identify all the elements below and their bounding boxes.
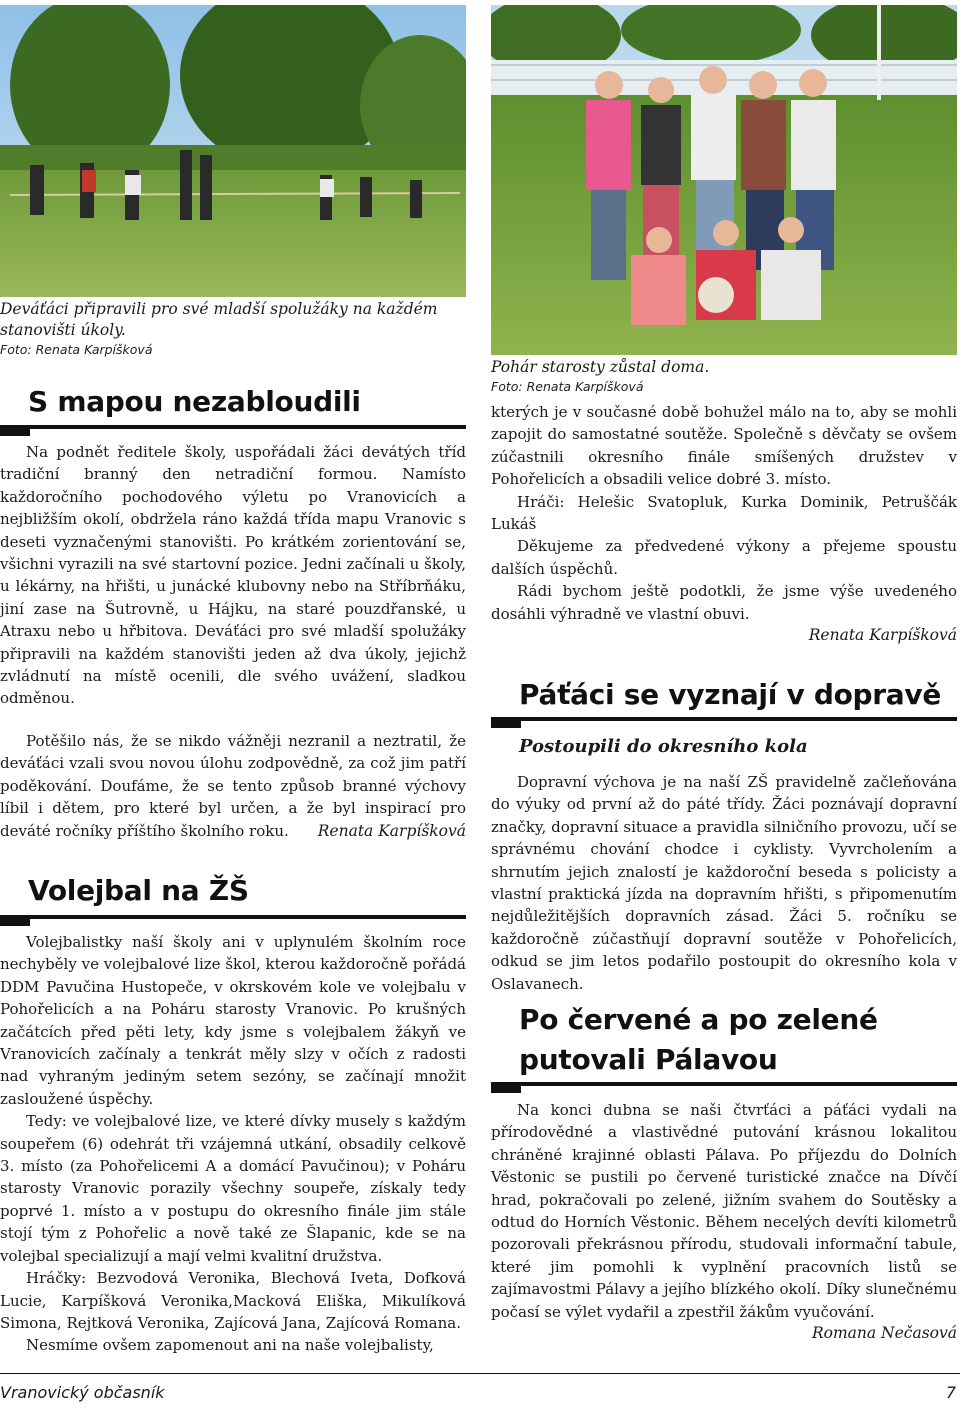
title-rule bbox=[0, 425, 466, 429]
title-rule bbox=[491, 1082, 957, 1086]
title-rule bbox=[0, 915, 466, 919]
caption-text: Deváťáci připravili pro své mladší spolužáky na každém stanovišti úkoly. bbox=[0, 300, 438, 339]
caption-text: Pohár starosty zůstal doma. bbox=[491, 358, 710, 376]
tug-of-war-photo bbox=[0, 5, 466, 297]
title-line: putovali Pálavou bbox=[519, 1043, 778, 1076]
author-signature: Renata Karpíšková bbox=[317, 822, 466, 840]
paragraph: Děkujeme za předvedené výkony a přejeme spoustu dalších úspěchů. bbox=[491, 537, 957, 578]
paragraph: Potěšilo nás, že se nikdo vážněji nezranil a neztratil, že deváťáci vzali svou novou úlohu zodpovědně, za což jim patří poděkování. Doufáme, že se tento způsob branné výchovy líbil i dětem, pro které byl určen, a že byl inspirací pro deváté ročníky příštího školního roku. bbox=[0, 731, 466, 840]
photo-credit: Foto: Renata Karpíšková bbox=[0, 342, 153, 357]
paragraph: Nesmíme ovšem zapomenout ani na naše volejbalisty, bbox=[26, 1336, 434, 1355]
photo-caption-right bbox=[491, 357, 957, 396]
title-line: Po červené a po zelené bbox=[519, 1003, 878, 1036]
article-title-palava bbox=[519, 1000, 878, 1080]
photo-credit: Foto: Renata Karpíšková bbox=[491, 379, 644, 394]
paragraph: Hráčky: Bezvodová Veronika, Blechová Iveta, Dofková Lucie, Karpíšková Veronika,Macková Eliška, Mikulíková Simona, Rejtková Veronika, Zajícová Jana, Zajícová Romana. bbox=[0, 1269, 466, 1332]
article-body-volleyball bbox=[0, 931, 466, 1357]
article-title-map: S mapou nezabloudili bbox=[28, 385, 361, 418]
article-body-traffic bbox=[491, 771, 957, 995]
paragraph: Hráči: Helešic Svatopluk, Kurka Dominik, Petruščák Lukáš bbox=[491, 492, 957, 534]
article-body-map bbox=[0, 441, 466, 842]
paragraph: Na konci dubna se naši čtvrťáci a páťáci vydali na přírodovědné a vlastivědné putování krásnou lokalitou chráněné krajinné oblasti Pálava. Po příjezdu do Dolních Věstonic se pustili po červené turistické značce na Dívčí hrad, pokračovali po zelené, jižním svahem do Soutěsky a odtud do Horních Věstonic. Během necelých devíti kilometrů pozorovali překrásnou přírodu, studovali informační tabule, které jim pomohli k vyplnění pracovních listů se zajímavostmi Pálavy a jejího blízkého okolí. Díky slunečnému počasí se výlet vydařil a zpestřil žákům vyučování. bbox=[491, 1101, 957, 1321]
paragraph: Dopravní výchova je na naší ZŠ pravidelně začleňována do výuky od první až do páté třídy. Žáci poznávají dopravní značky, dopravní situace a pravidla silničního provozu, učí se správnému chování chodce i cyklisty. Vyvrcholením a shrnutím jejich znalostí je každoroční beseda s policisty a vlastní praktická jízda na dopravním hřišti, s připomenutím nejdůležitějších dopravních zásad. Žáci 5. ročníku se každoročně zúčastňují dopravní soutěže v Pohořelicích, odkud se jim letos podařilo postoupit do okresního kola v Oslavanech. bbox=[491, 773, 957, 993]
article-title-traffic: Páťáci se vyznají v dopravě bbox=[519, 678, 942, 711]
paragraph: Rádi bychom ještě podotkli, že jsme výše uvedeného dosáhli výhradně ve vlastní obuvi. bbox=[491, 582, 957, 623]
article-subtitle: Postoupili do okresního kola bbox=[519, 736, 808, 757]
footer-publication: Vranovický občasník bbox=[0, 1383, 165, 1402]
paragraph: Na podnět ředitele školy, uspořádali žáci devátých tříd tradiční branný den netradiční formou. Namísto každoročního pochodového výletu po Vranovicích a nejbližším okolí, obdržela ráno každá třída mapu Vranovic s deseti vyznačenými stanovišti. Po krátkém zorientování se, všichni vyrazili na své startovní pozice. Jedni začínali u školy, u lékárny, na hřišti, u junácké klubovny nebo na Stříbrňáku, jiní zase na Šutrovně, u Hájku, na staré pouzdřanské, u Atraxu nebo u hřbitova. Deváťáci pro své mladší spolužáky připravili na každém stanovišti jeden až dva úkoly, jejichž zvládnutí na místě ocenili, dle svého uvážení, sladkou odměnou. bbox=[0, 443, 466, 708]
title-rule bbox=[491, 717, 957, 721]
footer-page-number: 7 bbox=[945, 1383, 956, 1402]
footer-rule bbox=[0, 1373, 960, 1374]
article-body-palava bbox=[491, 1099, 957, 1323]
team-photo bbox=[491, 5, 957, 355]
author-signature: Renata Karpíšková bbox=[808, 626, 957, 644]
paragraph: kterých je v současné době bohužel málo na to, aby se mohli zapojit do samostatné soutěže. Společně s děvčaty se ovšem zúčastnili okresního finále smíšených družstev v Pohořelicích a obsadili velice dobré 3. místo. bbox=[491, 403, 957, 489]
author-signature: Romana Nečasová bbox=[811, 1324, 957, 1342]
article-body-volleyball-cont bbox=[491, 401, 957, 625]
article-title-volleyball: Volejbal na ŽŠ bbox=[28, 874, 249, 907]
photo-caption-left bbox=[0, 299, 440, 359]
paragraph: Volejbalistky naší školy ani v uplynulém školním roce nechyběly ve volejbalové lize škol, kterou každoročně pořádá DDM Pavučina Hustopeče, v okrskovém kole ve volejbalu v Pohořelicích a na Poháru starosty Vranovic. Po krušných začátcích před pěti lety, kdy jsme s volejbalem žákyň ve Vranovicích začínaly a tenkrát měly slzy v očích z radosti nad vyhraným jediným setem sezóny, se začínají množit zasloužené úspěchy. bbox=[0, 933, 466, 1108]
paragraph: Tedy: ve volejbalové lize, ve které dívky musely s každým soupeřem (6) odehrát tři vzájemná utkání, obsadily celkově 3. místo (za Pohořelicemi A a domácí Pavučinou); v Poháru starosty Vranovic porazily všechny soupeře, získaly tedy poprvé 1. místo a v postupu do okresního finále jim stále stojí tým z Pohořelic a nově také ze Šlapanic, kde se na volejbal specializují a mají velmi kvalitní družstva. bbox=[0, 1112, 466, 1265]
